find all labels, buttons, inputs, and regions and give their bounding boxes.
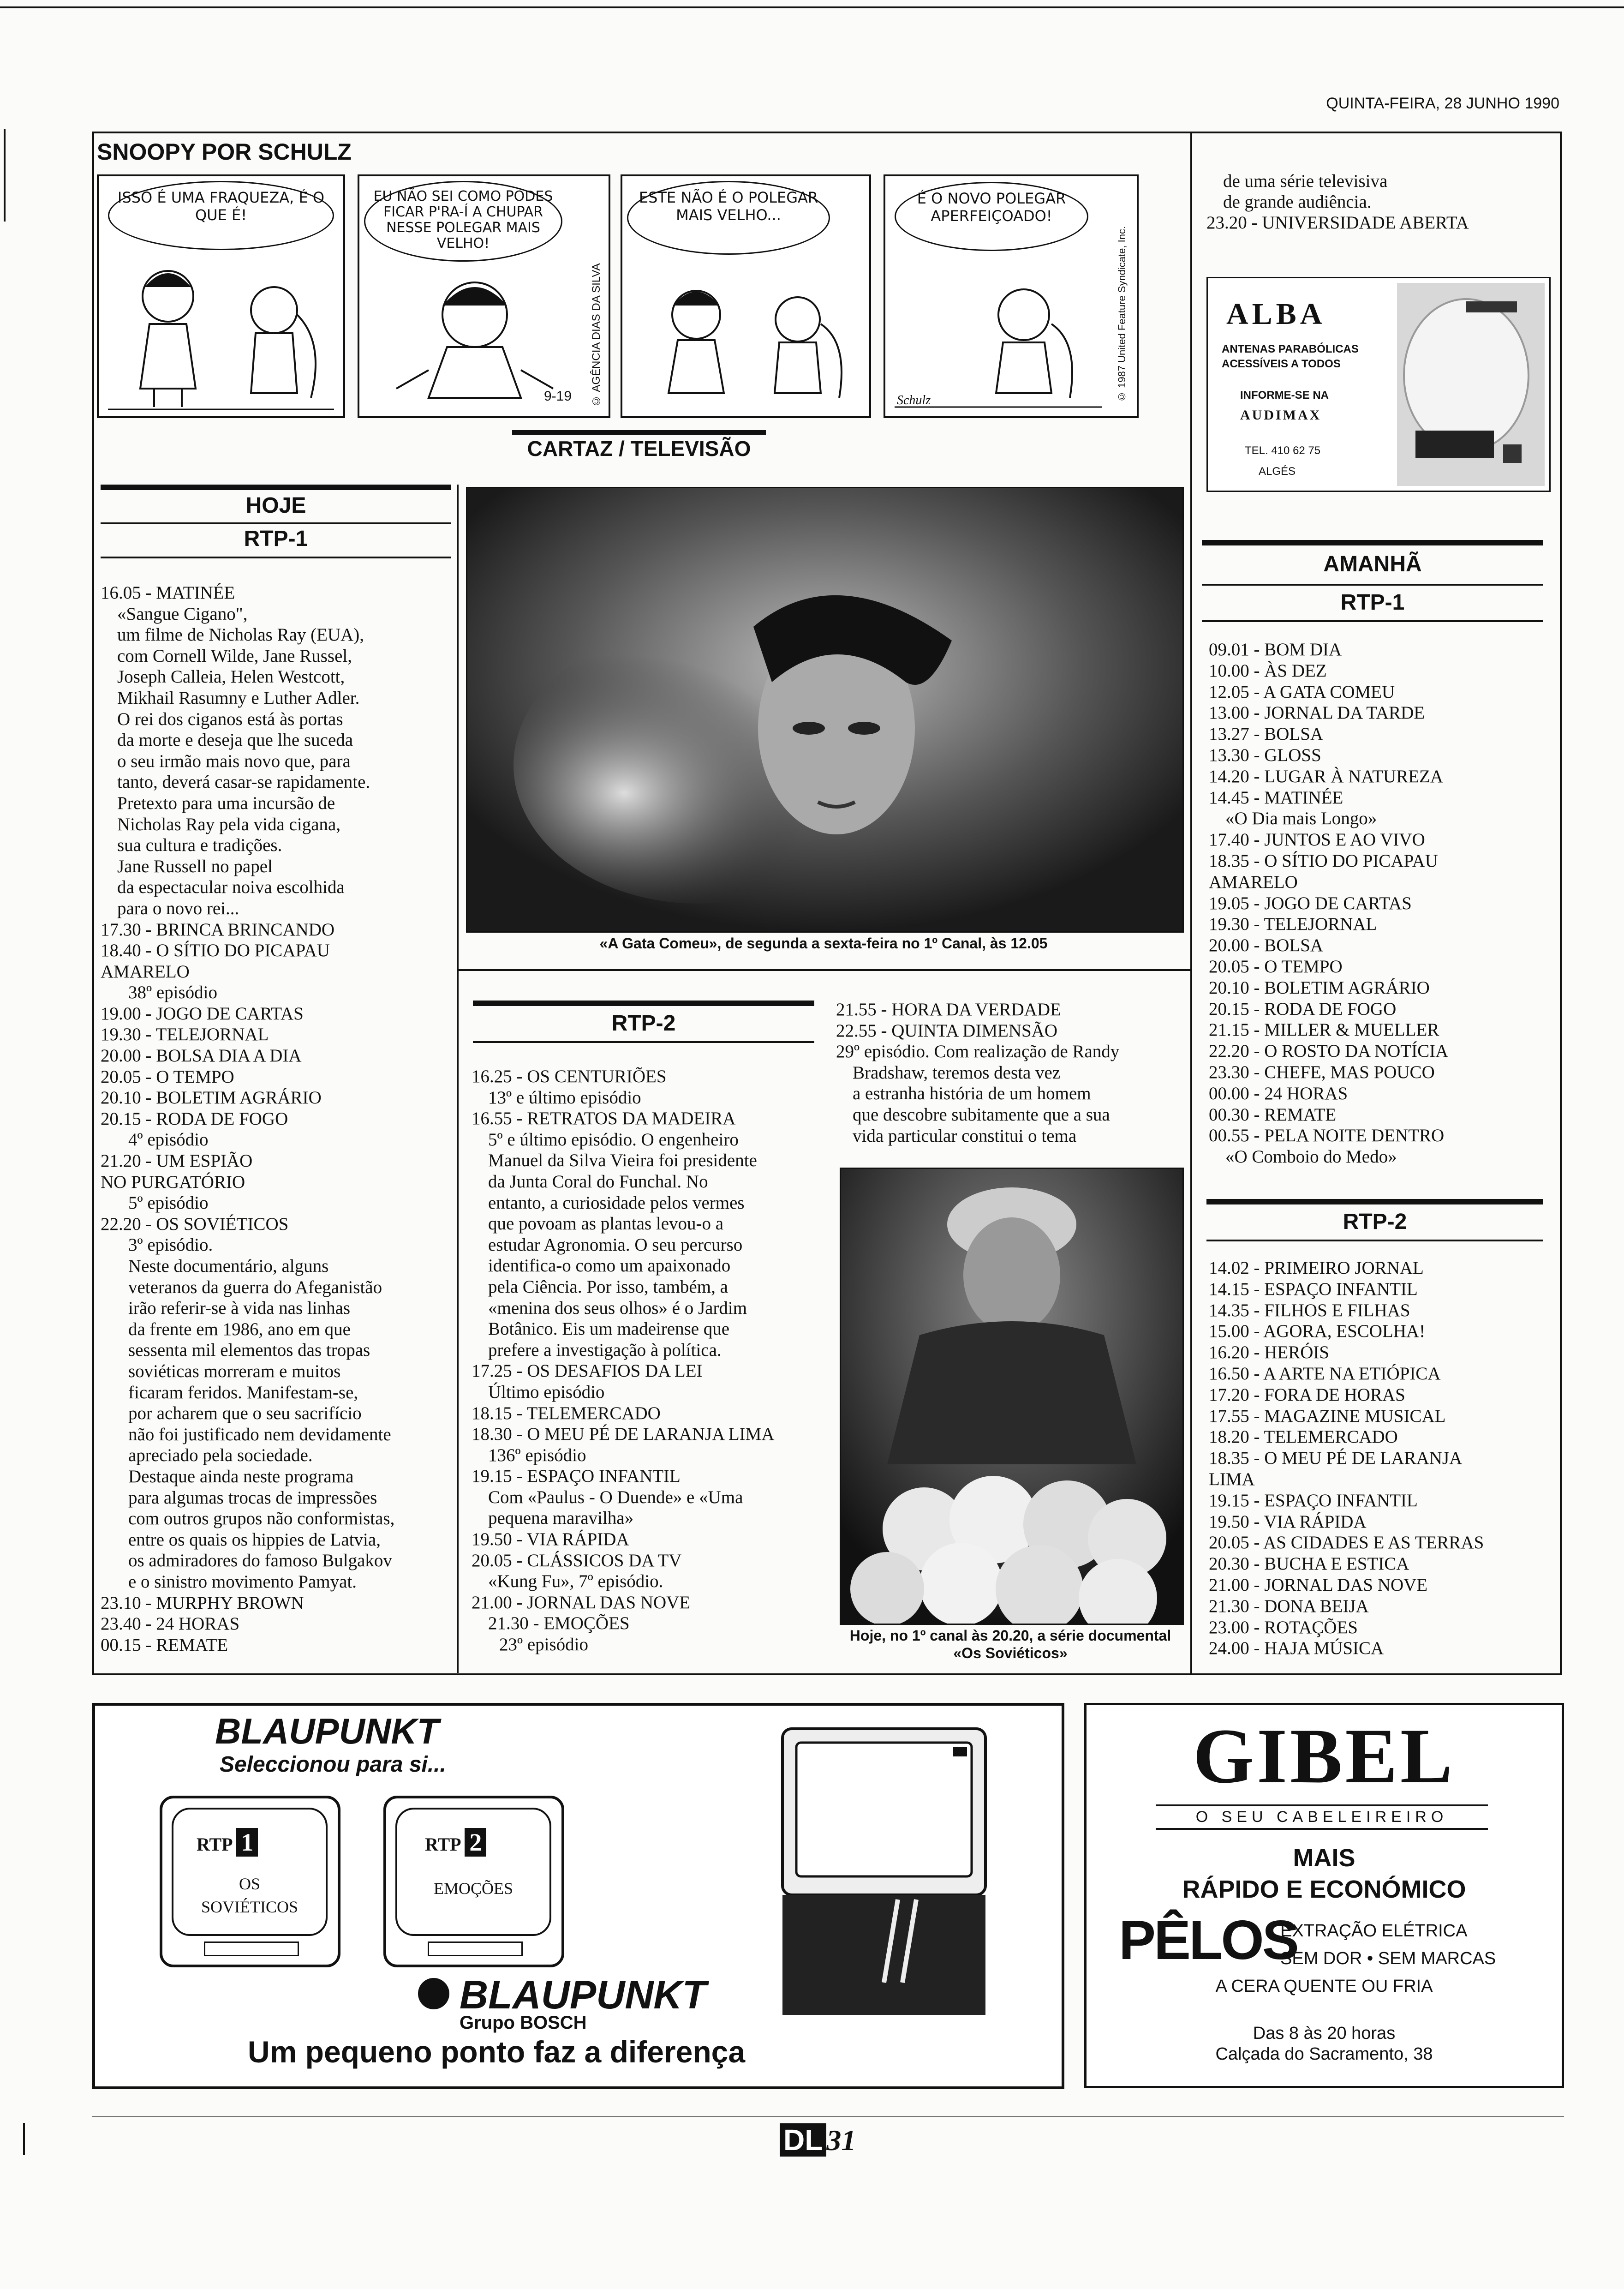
schedule-item: 17.25 - OS DESAFIOS DA LEI — [472, 1361, 703, 1381]
amanha-top-rule — [1202, 540, 1543, 545]
schedule-detail: sua cultura e tradições. — [117, 835, 282, 856]
linus-figure — [885, 176, 1137, 416]
schedule-item: 23.00 - ROTAÇÕES — [1209, 1617, 1358, 1637]
amanha-rtp2-heading: RTP-2 — [1343, 1210, 1407, 1234]
blaupunkt-ad[interactable] — [92, 1703, 1064, 2089]
agency-credit: © AGÊNCIA DIAS DA SILVA — [590, 263, 603, 407]
tv-set-image — [778, 1724, 990, 2029]
schedule-detail: Nicholas Ray pela vida cigana, — [117, 814, 341, 834]
tv1-show-line2: SOVIÉTICOS — [201, 1898, 298, 1916]
schedule-item: 18.40 - O SÍTIO DO PICAPAU — [101, 941, 330, 961]
rtp2-bottom-rule — [473, 1041, 814, 1043]
alba-ad[interactable] — [1206, 277, 1551, 492]
photo-woman-image — [467, 488, 1182, 931]
speech-bubble: ISSO É UMA FRAQUEZA, É O QUE É! — [108, 181, 334, 250]
tv-screen — [395, 1808, 551, 1936]
amanha-rtp2-top-rule — [1206, 1199, 1543, 1204]
schedule-item: 16.25 - OS CENTURIÕES — [472, 1067, 667, 1086]
schedule-item: 20.15 - RODA DE FOGO — [101, 1109, 288, 1129]
schedule-item: 19.15 - ESPAÇO INFANTIL — [1209, 1490, 1418, 1510]
schedule-item: 13.27 - BOLSA — [1209, 724, 1324, 744]
hoje-bottom-rule — [101, 557, 451, 558]
schedule-item: 18.30 - O MEU PÉ DE LARANJA LIMA — [472, 1424, 775, 1444]
schedule-item: 23.40 - 24 HORAS — [101, 1614, 240, 1634]
schedule-detail: a estranha história de um homem — [853, 1084, 1091, 1104]
schedule-detail: Pretexto para uma incursão de — [117, 793, 335, 813]
schedule-detail: «O Comboio do Medo» — [1225, 1147, 1397, 1167]
schedule-item: 18.35 - O MEU PÉ DE LARANJA — [1209, 1448, 1463, 1468]
right-top-continuation — [1206, 171, 1557, 233]
schedule-detail: estudar Agronomia. O seu percurso — [488, 1234, 743, 1255]
schedule-item: 20.10 - BOLETIM AGRÁRIO — [101, 1088, 322, 1108]
blaupunkt-group: Grupo BOSCH — [460, 2013, 587, 2033]
schedule-item: 18.15 - TELEMERCADO — [472, 1403, 661, 1423]
schedule-item: 19.50 - VIA RÁPIDA — [1209, 1511, 1367, 1532]
continuation-line: de uma série televisiva — [1223, 171, 1388, 191]
schedule-detail: entre os quais os hippies de Latvia, — [128, 1529, 381, 1550]
schedule-detail: da frente em 1986, ano em que — [128, 1319, 351, 1339]
schedule-item: 19.30 - TELEJORNAL — [1209, 914, 1377, 935]
page-date: QUINTA-FEIRA, 28 JUNHO 1990 — [1326, 95, 1559, 112]
schedule-item: 20.30 - BUCHA E ESTICA — [1209, 1554, 1409, 1574]
footer-rule — [92, 2116, 1564, 2117]
gibel-feature-1: EXTRAÇÃO ELÉTRICA — [1280, 1921, 1468, 1941]
schedule-item: AMARELO — [1209, 872, 1298, 892]
rtp2-logo-text: RTP — [425, 1834, 460, 1855]
schedule-detail: os admiradores do famoso Bulgakov — [128, 1551, 392, 1571]
tv-rtp2 — [383, 1796, 564, 1967]
amanha-rtp1-schedule — [1209, 639, 1559, 1168]
satellite-dish-image — [1397, 283, 1545, 486]
gibel-line1: MAIS — [1293, 1844, 1355, 1872]
schedule-item: 21.30 - DONA BEIJA — [1209, 1596, 1369, 1616]
schedule-item: 22.55 - QUINTA DIMENSÃO — [836, 1020, 1058, 1041]
schedule-detail: Último episódio — [488, 1382, 605, 1402]
schedule-detail: ficaram feridos. Manifestam-se, — [128, 1382, 358, 1402]
frame-right — [1560, 132, 1562, 1675]
schedule-item: 20.00 - BOLSA — [1209, 935, 1324, 956]
schedule-detail: para algumas trocas de impressões — [128, 1487, 377, 1508]
lucy-figure — [99, 176, 343, 416]
hoje-column-divider — [457, 485, 459, 1673]
rtp2-logo — [425, 1828, 486, 1857]
frame-bottom — [92, 1673, 1562, 1675]
rtp2-top-rule — [473, 1001, 814, 1006]
blaupunkt-dot-icon — [418, 1978, 449, 2009]
schedule-item: 29º episódio. Com realização de Randy — [836, 1042, 1120, 1062]
schedule-detail: apreciado pela sociedade. — [128, 1445, 313, 1466]
schedule-detail: Neste documentário, alguns — [128, 1256, 329, 1276]
rtp2-hoje-schedule-col1 — [472, 1066, 836, 1655]
frame-left — [92, 132, 94, 1675]
frame-mid-right — [1190, 132, 1192, 1675]
schedule-detail: irão referir-se à vida nas linhas — [128, 1298, 351, 1318]
tv-controls — [428, 1941, 523, 1956]
schedule-item: 00.00 - 24 HORAS — [1209, 1083, 1348, 1103]
schedule-detail: tanto, deverá casar-se rapidamente. — [117, 772, 370, 792]
blaupunkt-slogan: Um pequeno ponto faz a diferença — [247, 2035, 746, 2069]
schedule-detail: que descobre subitamente que a sua — [853, 1104, 1110, 1125]
schedule-detail: Joseph Calleia, Helen Westcott, — [117, 667, 345, 687]
schedule-item: 20.05 - O TEMPO — [1209, 956, 1343, 977]
schedule-item: 22.20 - O ROSTO DA NOTÍCIA — [1209, 1041, 1449, 1061]
gibel-feature-2: SEM DOR • SEM MARCAS — [1280, 1949, 1496, 1968]
speech-bubble: É O NOVO POLEGAR APERFEIÇOADO! — [895, 182, 1088, 251]
photo-os-sovieticos-caption: Hoje, no 1º canal às 20.20, a série documental «Os Soviéticos» — [849, 1627, 1171, 1661]
schedule-detail: O rei dos ciganos está às portas — [117, 709, 343, 729]
schedule-item: 22.20 - OS SOVIÉTICOS — [101, 1214, 289, 1234]
schedule-item: 20.05 - CLÁSSICOS DA TV — [472, 1550, 682, 1570]
gibel-address: Calçada do Sacramento, 38 — [1215, 2044, 1433, 2064]
schedule-detail: «Sangue Cigano", — [117, 604, 248, 624]
blaupunkt-brand-bottom: BLAUPUNKT — [460, 1973, 707, 2017]
schedule-detail: da espectacular noiva escolhida — [117, 877, 345, 898]
amanha-rtp2-schedule — [1209, 1258, 1559, 1659]
schedule-item: 24.00 - HAJA MÚSICA — [1209, 1638, 1384, 1659]
schedule-detail: identifica-o como um apaixonado — [488, 1256, 731, 1276]
schedule-detail: que povoam as plantas levou-o a — [488, 1214, 724, 1234]
schedule-item: 23.30 - CHEFE, MAS POUCO — [1209, 1062, 1435, 1082]
schedule-item: 19.05 - JOGO DE CARTAS — [1209, 893, 1412, 913]
schedule-item: 16.05 - MATINÉE — [101, 583, 235, 603]
amanha-rtp1-heading: RTP-1 — [1340, 590, 1405, 615]
rtp1-logo-text: RTP — [197, 1834, 232, 1855]
schedule-item: 20.15 - RODA DE FOGO — [1209, 999, 1397, 1019]
photo-old-man-image — [841, 1169, 1182, 1624]
schedule-item-universidade-aberta: 23.20 - UNIVERSIDADE ABERTA — [1206, 213, 1469, 233]
speech-bubble: ESTE NÃO É O POLEGAR MAIS VELHO... — [627, 181, 830, 255]
schedule-item: LIMA — [1209, 1469, 1255, 1489]
alba-info: INFORME-SE NA — [1240, 389, 1329, 401]
page-number: 31 — [826, 2124, 856, 2157]
schedule-detail: 5º episódio — [128, 1193, 209, 1213]
schedule-item: 14.15 - ESPAÇO INFANTIL — [1209, 1279, 1418, 1299]
schedule-item: 18.20 - TELEMERCADO — [1209, 1427, 1398, 1447]
schulz-signature: Schulz — [897, 393, 931, 407]
schedule-detail: «menina dos seus olhos» é o Jardim — [488, 1298, 747, 1318]
schedule-detail: Botânico. Eis um madeirense que — [488, 1319, 730, 1339]
schedule-item: 20.10 - BOLETIM AGRÁRIO — [1209, 977, 1430, 998]
gibel-line2: RÁPIDO E ECONÓMICO — [1182, 1876, 1466, 1903]
schedule-detail: entanto, a curiosidade pelos vermes — [488, 1192, 745, 1213]
schedule-item: 14.35 - FILHOS E FILHAS — [1209, 1300, 1410, 1320]
schedule-detail: Destaque ainda neste programa — [128, 1466, 354, 1486]
gibel-tagline: O SEU CABELEIREIRO — [1156, 1804, 1488, 1830]
gibel-big-word: PÊLOS — [1119, 1909, 1297, 1971]
schedule-detail: «Kung Fu», 7º episódio. — [488, 1571, 663, 1592]
footer-logo — [780, 2123, 856, 2157]
schedule-item: 17.20 - FORA DE HORAS — [1209, 1384, 1405, 1405]
amanha-rtp2-rule — [1206, 1240, 1543, 1241]
schedule-item: 14.45 - MATINÉE — [1209, 787, 1343, 808]
schedule-detail: 5º e último episódio. O engenheiro — [488, 1129, 739, 1150]
schedule-detail: para o novo rei... — [117, 898, 239, 918]
schedule-item: 18.35 - O SÍTIO DO PICAPAU — [1209, 851, 1438, 871]
gibel-hours: Das 8 às 20 horas — [1253, 2024, 1396, 2043]
schedule-detail: por acharem que o seu sacrifício — [128, 1403, 362, 1424]
schedule-item: 19.00 - JOGO DE CARTAS — [101, 1003, 304, 1024]
schedule-detail: 136º episódio — [488, 1445, 586, 1465]
section-rule — [512, 430, 766, 435]
photo-os-sovieticos — [840, 1168, 1184, 1625]
schedule-item: 20.05 - O TEMPO — [101, 1067, 234, 1087]
schedule-detail: soviéticas morreram e muitos — [128, 1361, 341, 1381]
schedule-item: 16.20 - HERÓIS — [1209, 1342, 1330, 1363]
schedule-detail: 21.30 - EMOÇÕES — [488, 1613, 630, 1634]
schedule-item: 10.00 - ÀS DEZ — [1209, 660, 1327, 681]
tv-controls — [204, 1941, 299, 1956]
schedule-item: 09.01 - BOM DIA — [1209, 640, 1342, 659]
schedule-item: 20.05 - AS CIDADES E AS TERRAS — [1209, 1533, 1484, 1553]
speech-bubble: EU NÃO SEI COMO PODES FICAR P'RA-Í A CHUPAR NESSE POLEGAR MAIS VELHO! — [364, 181, 562, 262]
lucy-linus-figures — [622, 176, 869, 416]
continuation-line: de grande audiência. — [1223, 192, 1372, 212]
schedule-detail: um filme de Nicholas Ray (EUA), — [117, 625, 364, 645]
frame-top — [92, 132, 1562, 133]
comic-date: 9-19 — [544, 389, 572, 404]
tv1-show-line1: OS — [239, 1875, 261, 1893]
schedule-item: 14.02 - PRIMEIRO JORNAL — [1209, 1258, 1424, 1278]
schedule-item: 15.00 - AGORA, ESCOLHA! — [1209, 1321, 1426, 1342]
schedule-item: 19.15 - ESPAÇO INFANTIL — [472, 1466, 681, 1486]
schedule-item: NO PURGATÓRIO — [101, 1172, 245, 1192]
schedule-item: 12.05 - A GATA COMEU — [1209, 682, 1395, 702]
schedule-detail: 4º episódio — [128, 1130, 209, 1150]
schedule-detail: Jane Russell no papel — [117, 856, 273, 876]
hoje-heading: HOJE — [245, 493, 306, 518]
schedule-item: 19.50 - VIA RÁPIDA — [472, 1529, 629, 1550]
schedule-item: 17.40 - JUNTOS E AO VIVO — [1209, 830, 1425, 850]
schedule-item: 00.30 - REMATE — [1209, 1104, 1337, 1125]
copyright-credit: © 1987 United Feature Syndicate, Inc. — [1116, 226, 1128, 402]
gibel-feature-3: A CERA QUENTE OU FRIA — [1215, 1977, 1433, 1996]
gibel-brand: GIBEL — [1193, 1713, 1456, 1799]
bottom-fold-mark — [23, 2123, 25, 2155]
amanha-rtp1-rule — [1202, 620, 1543, 622]
schedule-detail: o seu irmão mais novo que, para — [117, 751, 351, 771]
schedule-item: 13.00 - JORNAL DA TARDE — [1209, 703, 1425, 723]
alba-tagline-1: ANTENAS PARABÓLICAS — [1222, 343, 1359, 355]
schedule-detail: não foi justificado nem devidamente — [128, 1424, 391, 1444]
schedule-detail: «O Dia mais Longo» — [1225, 809, 1377, 829]
schedule-detail: e o sinistro movimento Pamyat. — [128, 1571, 357, 1592]
comic-panel-4 — [884, 174, 1139, 418]
dl-logo-text: DL — [780, 2123, 826, 2157]
schedule-detail: da Junta Coral do Funchal. No — [488, 1171, 708, 1192]
schedule-item: 19.30 - TELEJORNAL — [101, 1025, 269, 1045]
rtp1-logo-number: 1 — [236, 1828, 258, 1857]
alba-tel: TEL. 410 62 75 — [1245, 444, 1321, 457]
schedule-detail: com outros grupos não conformistas, — [128, 1509, 395, 1529]
hoje-top-rule — [101, 485, 451, 490]
schedule-detail: pequena maravilha» — [488, 1508, 634, 1528]
blaupunkt-subtitle: Seleccionou para si... — [220, 1752, 446, 1777]
photo-a-gata-comeu — [466, 487, 1184, 933]
alba-dealer: AUDIMAX — [1240, 407, 1322, 423]
lucy-figure — [359, 176, 609, 416]
schedule-detail: 13º e último episódio — [488, 1087, 641, 1108]
schedule-item: 21.00 - JORNAL DAS NOVE — [472, 1592, 691, 1612]
schedule-item: 23.10 - MURPHY BROWN — [101, 1593, 304, 1613]
rtp1-logo — [197, 1828, 258, 1857]
schedule-detail: 38º episódio — [128, 983, 218, 1003]
hoje-rtp1-heading: RTP-1 — [244, 527, 308, 551]
comic-panel-2 — [358, 174, 610, 418]
schedule-item: 16.50 - A ARTE NA ETIÓPICA — [1209, 1363, 1441, 1384]
schedule-item: 17.55 - MAGAZINE MUSICAL — [1209, 1406, 1446, 1426]
schedule-item: 16.55 - RETRATOS DA MADEIRA — [472, 1109, 736, 1129]
amanha-heading: AMANHÃ — [1323, 552, 1422, 576]
left-fold-mark — [4, 129, 6, 222]
top-border — [0, 6, 1624, 8]
photo-a-gata-comeu-caption: «A Gata Comeu», de segunda a sexta-feira no 1º Canal, às 12.05 — [599, 935, 1048, 952]
schedule-item: 21.00 - JORNAL DAS NOVE — [1209, 1575, 1428, 1595]
schedule-detail: Bradshaw, teremos desta vez — [853, 1062, 1061, 1083]
comic-panel-3 — [621, 174, 871, 418]
schedule-detail: da morte e deseja que lhe suceda — [117, 730, 353, 750]
schedule-detail: pela Ciência. Por isso, também, a — [488, 1276, 728, 1297]
schedule-item: 13.30 - GLOSS — [1209, 745, 1321, 765]
schedule-item: 14.20 - LUGAR À NATUREZA — [1209, 766, 1444, 786]
tv-rtp1 — [160, 1796, 340, 1967]
schedule-detail: 23º episódio — [499, 1635, 589, 1655]
hoje-rtp1-schedule — [101, 582, 460, 1655]
photo1-bottom-rule — [457, 969, 1190, 971]
alba-brand: ALBA — [1226, 297, 1326, 331]
schedule-detail: prefere a investigação à política. — [488, 1340, 722, 1360]
schedule-detail: veteranos da guerra do Afeganistão — [128, 1277, 382, 1297]
blaupunkt-brand-top: BLAUPUNKT — [215, 1711, 439, 1751]
alba-city: ALGÉS — [1259, 465, 1296, 478]
schedule-item: 17.30 - BRINCA BRINCANDO — [101, 919, 335, 940]
schedule-item: 20.00 - BOLSA DIA A DIA — [101, 1046, 302, 1066]
schedule-item: 00.55 - PELA NOITE DENTRO — [1209, 1126, 1445, 1146]
schedule-detail: Mikhail Rasumny e Luther Adler. — [117, 688, 360, 708]
tv2-show: EMOÇÕES — [433, 1879, 513, 1898]
rtp2-logo-number: 2 — [465, 1828, 486, 1857]
comic-panel-1 — [97, 174, 345, 418]
schedule-item: 21.15 - MILLER & MUELLER — [1209, 1020, 1439, 1040]
gibel-ad[interactable] — [1084, 1703, 1564, 2088]
amanha-mid-rule — [1202, 584, 1543, 586]
schedule-detail: Manuel da Silva Vieira foi presidente — [488, 1150, 757, 1171]
hoje-mid-rule — [101, 522, 451, 524]
rtp2-hoje-heading: RTP-2 — [611, 1011, 676, 1036]
comic-title: SNOOPY POR SCHULZ — [97, 139, 352, 165]
schedule-item: 21.55 - HORA DA VERDADE — [836, 1000, 1061, 1019]
schedule-item: 00.15 - REMATE — [101, 1635, 228, 1655]
schedule-detail: sessenta mil elementos das tropas — [128, 1340, 370, 1360]
schedule-item: 21.20 - UM ESPIÃO — [101, 1151, 253, 1171]
schedule-detail: vida particular constitui o tema — [853, 1126, 1077, 1146]
schedule-detail: com Cornell Wilde, Jane Russel, — [117, 646, 352, 666]
rtp2-hoje-schedule-col2 — [836, 999, 1187, 1146]
schedule-item: AMARELO — [101, 961, 190, 982]
tv-screen — [172, 1808, 328, 1936]
schedule-detail: 3º episódio. — [128, 1235, 213, 1255]
alba-tagline-2: ACESSÍVEIS A TODOS — [1222, 358, 1341, 370]
schedule-detail: Com «Paulus - O Duende» e «Uma — [488, 1487, 743, 1507]
section-title: CARTAZ / TELEVISÃO — [527, 437, 751, 461]
